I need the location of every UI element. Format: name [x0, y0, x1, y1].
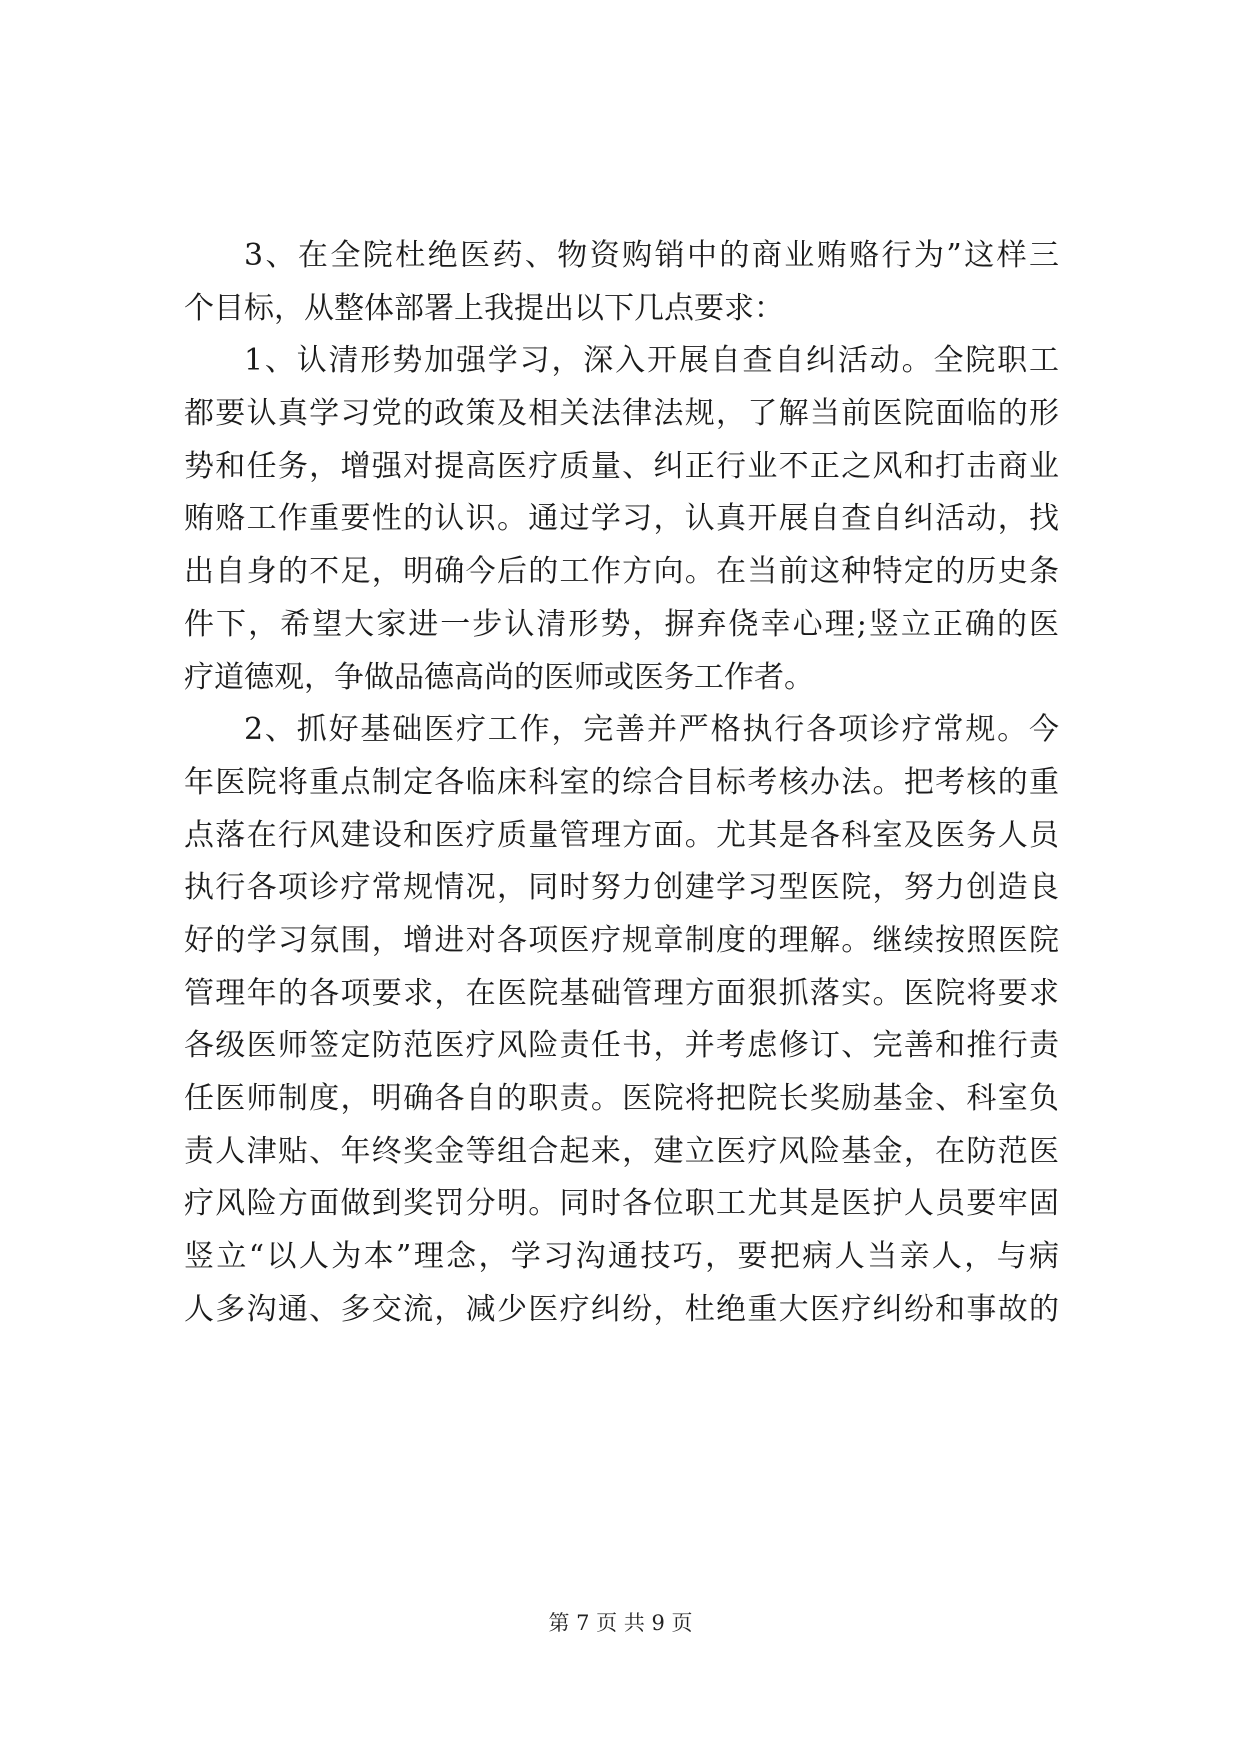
text-line: 件下，希望大家进一步认清形势，摒弃侥幸心理;竖立正确的医 [184, 606, 1059, 642]
text-line: 个目标，从整体部署上我提出以下几点要求： [184, 290, 784, 326]
text-line: 责人津贴、年终奖金等组合起来，建立医疗风险基金，在防范医 [184, 1133, 1059, 1169]
text-line: 好的学习氛围，增进对各项医疗规章制度的理解。继续按照医院 [184, 922, 1059, 958]
text-line: 疗道德观，争做品德高尚的医师或医务工作者。 [184, 659, 814, 695]
page-number-footer: 第 7 页 共 9 页 [548, 1611, 693, 1635]
text-line: 执行各项诊疗常规情况，同时努力创建学习型医院，努力创造良 [184, 870, 1059, 906]
text-line: 各级医师签定防范医疗风险责任书，并考虑修订、完善和推行责 [184, 1028, 1059, 1064]
text-line: 疗风险方面做到奖罚分明。同时各位职工尤其是医护人员要牢固 [184, 1186, 1059, 1222]
text-line: 管理年的各项要求，在医院基础管理方面狠抓落实。医院将要求 [184, 975, 1059, 1011]
paragraph-2 [184, 335, 1059, 704]
text-line: 3、在全院杜绝医药、物资购销中的商业贿赂行为”这样三 [244, 238, 1059, 273]
text-line: 贿赂工作重要性的认识。通过学习，认真开展自查自纠活动，找 [184, 501, 1059, 537]
text-line: 竖立“以人为本”理念，学习沟通技巧，要把病人当亲人，与病 [184, 1239, 1059, 1275]
text-line: 2、抓好基础医疗工作，完善并严格执行各项诊疗常规。今 [244, 712, 1059, 748]
text-line: 人多沟通、多交流，减少医疗纠纷，杜绝重大医疗纠纷和事故的 [184, 1291, 1059, 1327]
paragraph-3 [184, 704, 1059, 1336]
text-line: 势和任务，增强对提高医疗质量、纠正行业不正之风和打击商业 [184, 448, 1059, 484]
text-line: 任医师制度，明确各自的职责。医院将把院长奖励基金、科室负 [184, 1081, 1059, 1116]
document-body [184, 230, 1059, 1336]
text-line: 1、认清形势加强学习，深入开展自查自纠活动。全院职工 [244, 343, 1059, 379]
text-line: 都要认真学习党的政策及相关法律法规，了解当前医院面临的形 [184, 396, 1059, 432]
text-line: 年医院将重点制定各临床科室的综合目标考核办法。把考核的重 [184, 764, 1059, 800]
text-line: 点落在行风建设和医疗质量管理方面。尤其是各科室及医务人员 [184, 817, 1059, 853]
text-line: 出自身的不足，明确今后的工作方向。在当前这种特定的历史条 [184, 554, 1059, 590]
paragraph-1 [184, 230, 1059, 335]
